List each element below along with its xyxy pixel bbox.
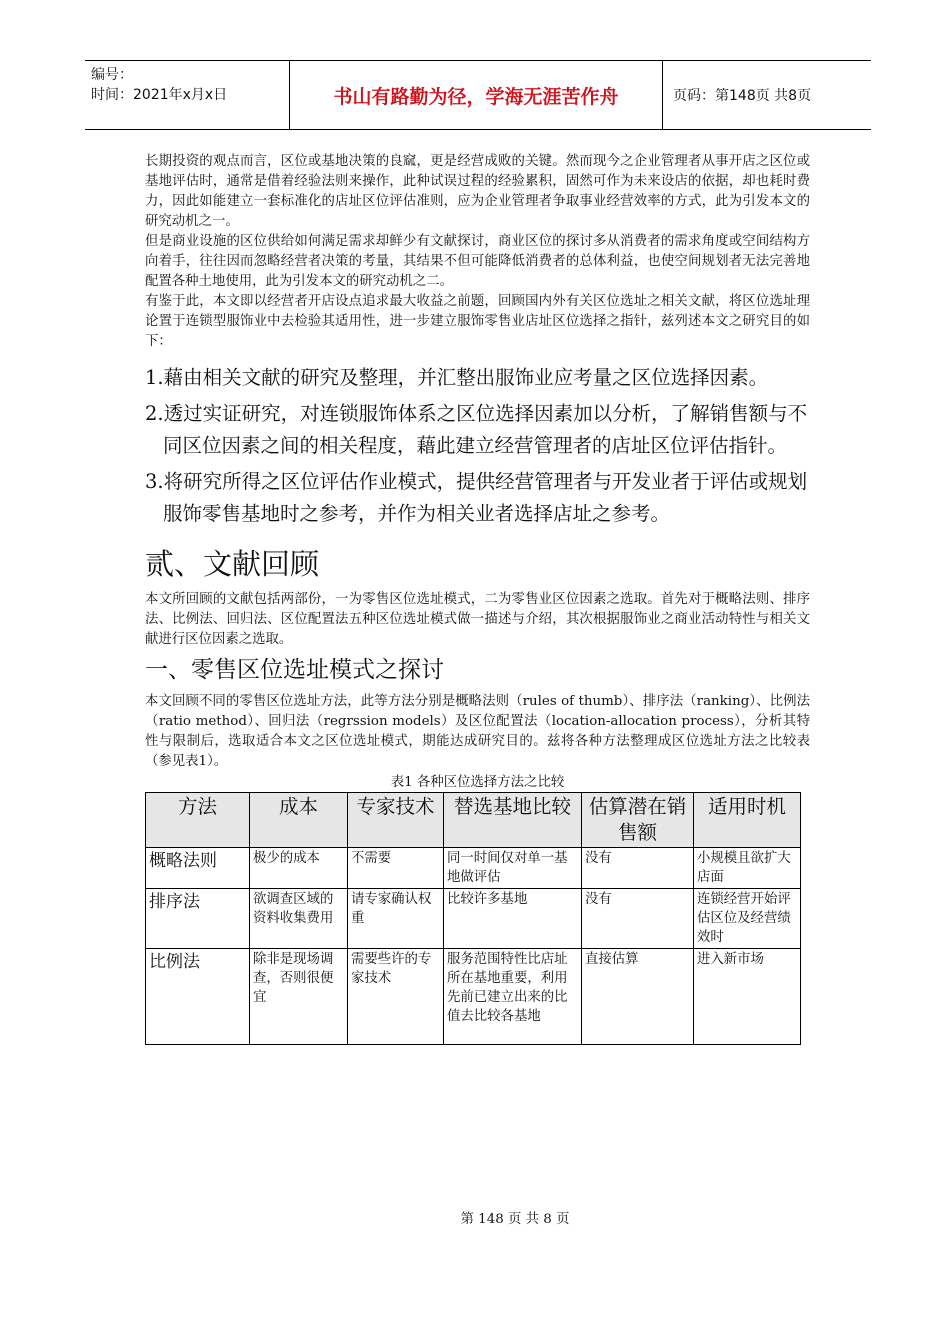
table-cell: 同一时间仅对单一基地做评估 [444, 848, 582, 889]
objective-item: 1.藉由相关文献的研究及整理，并汇整出服饰业应考量之区位选择因素。 [145, 366, 769, 389]
footer-page-number: 第 148 页 共 8 页 [460, 1212, 570, 1227]
number-label: 编号： [91, 67, 133, 83]
header-meta [85, 61, 290, 129]
table-header-cell: 成本 [250, 793, 348, 848]
objective-item: 3.将研究所得之区位评估作业模式，提供经营管理者与开发业者于评估或规划服饰零售基地时之参考，并作为相关业者选择店址之参考。 [145, 470, 808, 525]
comparison-table [145, 792, 801, 1045]
table-header-cell: 方法 [146, 793, 250, 848]
document-body [145, 152, 810, 1045]
table-cell: 没有 [582, 848, 694, 889]
table-header-row [146, 793, 801, 848]
page-header [85, 60, 871, 130]
table-header-cell: 适用时机 [694, 793, 801, 848]
table-cell: 没有 [582, 889, 694, 949]
table-cell: 请专家确认权重 [348, 889, 444, 949]
table-cell: 欲调查区域的资料收集费用 [250, 889, 348, 949]
table-cell: 进入新市场 [694, 949, 801, 1045]
time-label: 时间：2021年x月x日 [91, 87, 228, 103]
table-row [146, 848, 801, 889]
table-cell: 小规模且欲扩大店面 [694, 848, 801, 889]
table-cell: 服务范围特性比店址所在基地重要，利用先前已建立出来的比值去比较各基地 [444, 949, 582, 1045]
table-cell: 极少的成本 [250, 848, 348, 889]
table-cell: 直接估算 [582, 949, 694, 1045]
table-cell: 比较许多基地 [444, 889, 582, 949]
table-cell: 概略法则 [146, 848, 250, 889]
table-row [146, 889, 801, 949]
table-cell: 需要些许的专家技术 [348, 949, 444, 1045]
section-title: 贰、文献回顾 [145, 547, 320, 581]
table-header-cell: 专家技术 [348, 793, 444, 848]
paragraph: 有鉴于此，本文即以经营者开店设点追求最大收益之前题，回顾国内外有关区位选址之相关文献，将区位选址理论置于连锁型服饰业中去检验其适用性，进一步建立服饰零售业店址区位选择之指针，兹列述本文之研究目的如下： [145, 294, 810, 349]
page-footer [0, 1208, 950, 1227]
table-header-cell: 替选基地比较 [444, 793, 582, 848]
section-intro: 本文所回顾的文献包括两部份，一为零售区位选址模式，二为零售业区位因素之选取。首先对于概略法则、排序法、比例法、回归法、区位配置法五种区位选址模式做一描述与介绍，其次根据服饰业之商业活动特性与相关文献进行区位因素之选取。 [145, 592, 810, 647]
table-cell: 比例法 [146, 949, 250, 1045]
table-cell: 排序法 [146, 889, 250, 949]
header-page-code: 页码：第148页 共8页 [673, 88, 812, 104]
subsection-text: 本文回顾不同的零售区位选址方法，此等方法分别是概略法则（rules of thumb）、排序法（ranking）、比例法（ratio method）、回归法（regrssion models）及区位配置法（location-allocation process），分析其特性与限制后，选取适合本文之区位选址模式，期能达成研究目的。兹将各种方法整理成区位选址方法之比较表（参见表1）。 [145, 694, 810, 769]
table-header-cell: 估算潜在销售额 [582, 793, 694, 848]
subsection-title: 一、零售区位选址模式之探讨 [145, 657, 444, 683]
objective-item: 2.透过实证研究，对连锁服饰体系之区位选择因素加以分析，了解销售额与不同区位因素之间的相关程度，藉此建立经营管理者的店址区位评估指针。 [145, 402, 808, 457]
objectives-list [145, 362, 810, 530]
table-row [146, 949, 801, 1045]
header-motto: 书山有路勤为径，学海无涯苦作舟 [290, 61, 663, 129]
table-cell: 除非是现场调查，否则很便宜 [250, 949, 348, 1045]
table-cell: 不需要 [348, 848, 444, 889]
paragraph: 长期投资的观点而言，区位或基地决策的良窳，更是经营成败的关键。然而现今之企业管理者从事开店之区位或基地评估时，通常是借着经验法则来操作，此种试误过程的经验累积，固然可作为未来设店的依据，却也耗时费力，因此如能建立一套标准化的店址区位评估准则，应为企业管理者争取事业经营效率的方式，此为引发本文的研究动机之一。 [145, 154, 810, 229]
table-caption: 表1 各种区位选择方法之比较 [390, 775, 565, 790]
paragraph: 但是商业设施的区位供给如何满足需求却鲜少有文献探讨，商业区位的探讨多从消费者的需求角度或空间结构方向着手，往往因而忽略经营者决策的考量，其结果不但可能降低消费者的总体利益，也使空间规划者无法完善地配置各种土地使用，此为引发本文的研究动机之二。 [145, 234, 810, 289]
table-cell: 连锁经营开始评估区位及经营绩效时 [694, 889, 801, 949]
